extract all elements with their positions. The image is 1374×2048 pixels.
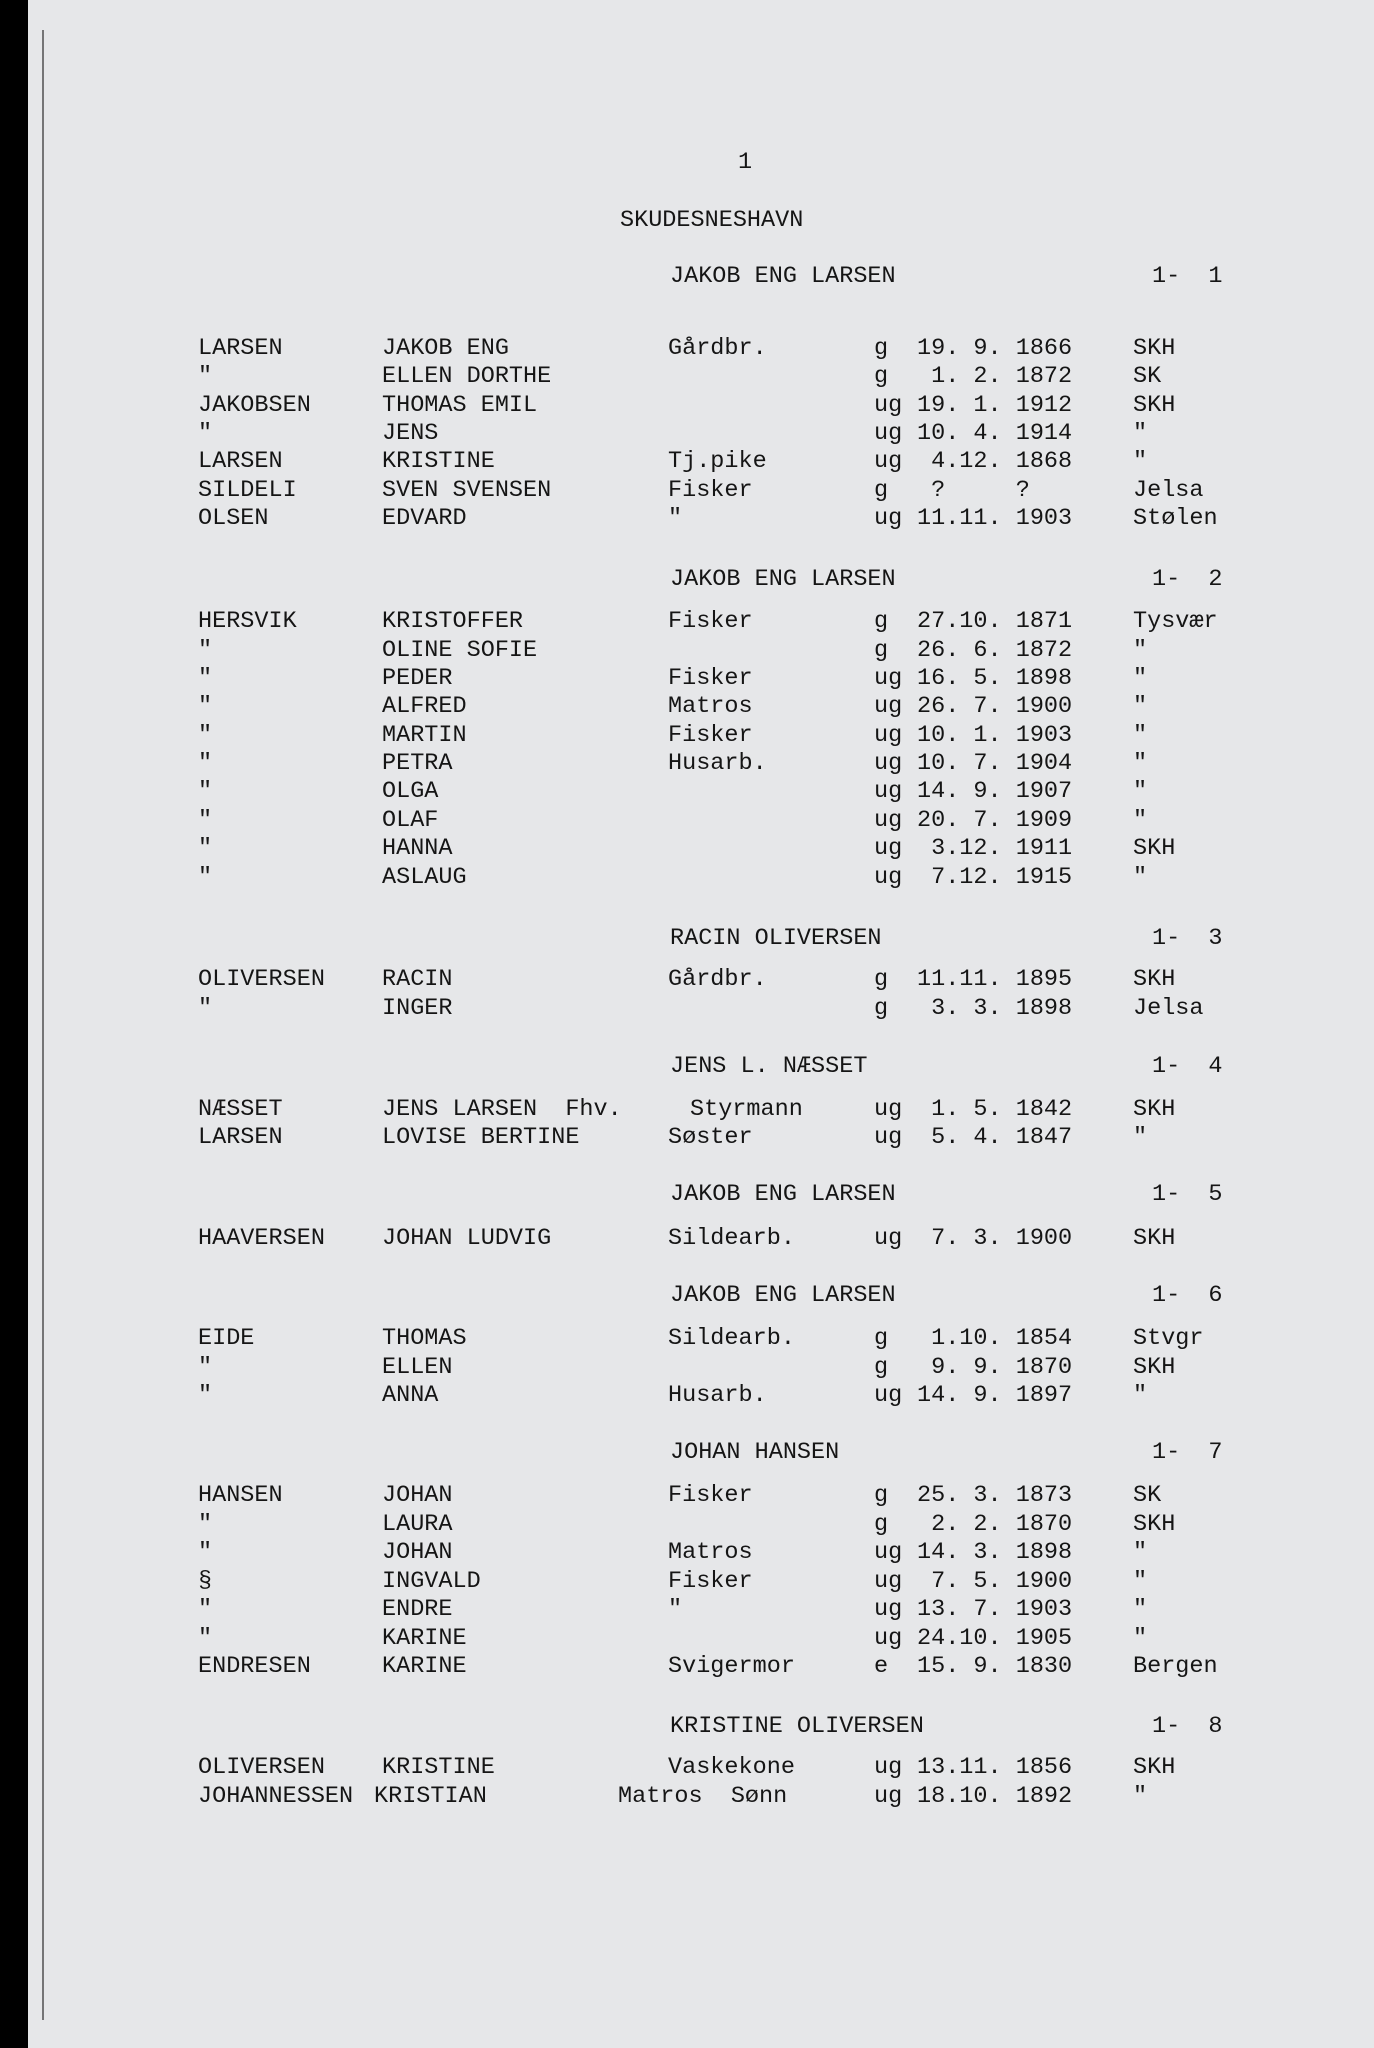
birthplace-cell: " [1133,750,1148,777]
birthplace-cell: " [1133,637,1148,664]
occupation-cell: Matros Sønn [618,1783,788,1810]
marital-status-cell: ug [874,420,903,447]
birthplace-cell: " [1133,1382,1148,1409]
given-name-cell: ALFRED [382,693,467,720]
given-name-cell: JENS LARSEN Fhv. [382,1096,622,1123]
household-head: JOHAN HANSEN [670,1439,840,1466]
surname-cell: " [198,1625,213,1652]
surname-cell: LARSEN [198,1124,283,1151]
birth-date-cell: 27.10. 1871 [917,608,1073,635]
birth-date-cell: 7.12. 1915 [917,864,1073,891]
occupation-cell: Gårdbr. [668,966,767,993]
birthplace-cell: SK [1133,1482,1162,1509]
birthplace-cell: " [1133,693,1148,720]
marital-status-cell: ug [874,392,903,419]
marital-status-cell: g [874,1325,889,1352]
surname-cell: HERSVIK [198,608,297,635]
surname-cell: " [198,665,213,692]
birth-date-cell: 14. 3. 1898 [917,1539,1073,1566]
marital-status-cell: g [874,1482,889,1509]
occupation-cell: Matros [668,693,753,720]
birth-date-cell: 3. 3. 1898 [917,995,1073,1022]
marital-status-cell: g [874,1511,889,1538]
birthplace-cell: " [1133,1596,1148,1623]
page-number: 1 [738,149,753,176]
birth-date-cell: 9. 9. 1870 [917,1354,1073,1381]
household-number: 1- 8 [1152,1713,1223,1740]
surname-cell: " [198,363,213,390]
birth-date-cell: 11.11. 1895 [917,966,1073,993]
marital-status-cell: g [874,995,889,1022]
marital-status-cell: g [874,637,889,664]
occupation-cell: " [668,505,683,532]
birth-date-cell: 13.11. 1856 [917,1754,1073,1781]
surname-cell: HAAVERSEN [198,1225,325,1252]
given-name-cell: INGER [382,995,453,1022]
birth-date-cell: 3.12. 1911 [917,835,1073,862]
surname-cell: " [198,1354,213,1381]
place-title: SKUDESNESHAVN [620,207,804,234]
birth-date-cell: 2. 2. 1870 [917,1511,1073,1538]
birth-date-cell: 20. 7. 1909 [917,807,1073,834]
birthplace-cell: " [1133,807,1148,834]
marital-status-cell: ug [874,1225,903,1252]
birth-date-cell: 14. 9. 1907 [917,778,1073,805]
birthplace-cell: SK [1133,363,1162,390]
occupation-cell: Fisker [668,608,753,635]
marital-status-cell: ug [874,1382,903,1409]
surname-cell: " [198,750,213,777]
household-head: JAKOB ENG LARSEN [670,1181,896,1208]
marital-status-cell: e [874,1653,889,1680]
birthplace-cell: " [1133,448,1148,475]
birth-date-cell: ? ? [917,477,1044,504]
given-name-cell: ELLEN DORTHE [382,363,552,390]
birthplace-cell: SKH [1133,1225,1176,1252]
given-name-cell: KRISTINE [382,1754,495,1781]
surname-cell: " [198,1539,213,1566]
birth-date-cell: 26. 6. 1872 [917,637,1073,664]
surname-cell: " [198,864,213,891]
given-name-cell: EDVARD [382,505,467,532]
marital-status-cell: ug [874,693,903,720]
given-name-cell: PETRA [382,750,453,777]
given-name-cell: OLGA [382,778,439,805]
given-name-cell: ELLEN [382,1354,453,1381]
surname-cell: " [198,722,213,749]
birth-date-cell: 5. 4. 1847 [917,1124,1073,1151]
occupation-cell: Husarb. [668,750,767,777]
birth-date-cell: 7. 5. 1900 [917,1568,1073,1595]
marital-status-cell: ug [874,778,903,805]
occupation-cell: Søster [668,1124,753,1151]
occupation-cell: Sildearb. [668,1325,795,1352]
birthplace-cell: SKH [1133,1354,1176,1381]
given-name-cell: PEDER [382,665,453,692]
birthplace-cell: " [1133,1783,1148,1810]
surname-cell: " [198,1596,213,1623]
page-edge-line [42,30,44,2020]
marital-status-cell: g [874,608,889,635]
marital-status-cell: ug [874,1568,903,1595]
birthplace-cell: SKH [1133,335,1176,362]
birthplace-cell: " [1133,1124,1148,1151]
birth-date-cell: 1. 2. 1872 [917,363,1073,390]
given-name-cell: INGVALD [382,1568,481,1595]
surname-cell: OLSEN [198,505,269,532]
marital-status-cell: ug [874,1539,903,1566]
birth-date-cell: 24.10. 1905 [917,1625,1073,1652]
marital-status-cell: ug [874,1096,903,1123]
household-number: 1- 5 [1152,1181,1223,1208]
marital-status-cell: ug [874,807,903,834]
occupation-cell: Tj.pike [668,448,767,475]
occupation-cell: Fisker [668,1568,753,1595]
given-name-cell: RACIN [382,966,453,993]
household-number: 1- 6 [1152,1282,1223,1309]
surname-cell: ENDRESEN [198,1653,311,1680]
marital-status-cell: g [874,966,889,993]
birth-date-cell: 19. 1. 1912 [917,392,1073,419]
given-name-cell: THOMAS EMIL [382,392,538,419]
marital-status-cell: g [874,477,889,504]
household-number: 1- 4 [1152,1053,1223,1080]
birthplace-cell: SKH [1133,1511,1176,1538]
occupation-cell: Husarb. [668,1382,767,1409]
given-name-cell: MARTIN [382,722,467,749]
birthplace-cell: " [1133,778,1148,805]
marital-status-cell: ug [874,864,903,891]
given-name-cell: ANNA [382,1382,439,1409]
surname-cell: OLIVERSEN [198,966,325,993]
given-name-cell: OLAF [382,807,439,834]
occupation-cell: Fisker [668,1482,753,1509]
surname-cell: " [198,420,213,447]
occupation-cell: Gårdbr. [668,335,767,362]
surname-cell: " [198,835,213,862]
birthplace-cell: SKH [1133,1754,1176,1781]
birthplace-cell: Jelsa [1133,995,1204,1022]
given-name-cell: KARINE [382,1625,467,1652]
birth-date-cell: 1. 5. 1842 [917,1096,1073,1123]
marital-status-cell: ug [874,1783,903,1810]
birth-date-cell: 7. 3. 1900 [917,1225,1073,1252]
household-number: 1- 7 [1152,1439,1223,1466]
birthplace-cell: Tysvær [1133,608,1218,635]
given-name-cell: ASLAUG [382,864,467,891]
given-name-cell: THOMAS [382,1325,467,1352]
birthplace-cell: " [1133,420,1148,447]
birthplace-cell: Jelsa [1133,477,1204,504]
occupation-cell: " [668,1596,683,1623]
occupation-cell: Sildearb. [668,1225,795,1252]
birth-date-cell: 25. 3. 1873 [917,1482,1073,1509]
marital-status-cell: ug [874,665,903,692]
birthplace-cell: SKH [1133,1096,1176,1123]
given-name-cell: SVEN SVENSEN [382,477,552,504]
household-number: 1- 3 [1152,925,1223,952]
occupation-cell: Vaskekone [668,1754,795,1781]
birthplace-cell: " [1133,722,1148,749]
birthplace-cell: SKH [1133,392,1176,419]
surname-cell: " [198,637,213,664]
birth-date-cell: 1.10. 1854 [917,1325,1073,1352]
given-name-cell: LOVISE BERTINE [382,1124,580,1151]
birthplace-cell: " [1133,665,1148,692]
surname-cell: LARSEN [198,448,283,475]
birth-date-cell: 4.12. 1868 [917,448,1073,475]
surname-cell: § [198,1568,213,1595]
given-name-cell: JENS [382,420,439,447]
birthplace-cell: " [1133,1625,1148,1652]
given-name-cell: LAURA [382,1511,453,1538]
birthplace-cell: Stvgr [1133,1325,1204,1352]
marital-status-cell: ug [874,1124,903,1151]
surname-cell: HANSEN [198,1482,283,1509]
given-name-cell: JOHAN [382,1482,453,1509]
given-name-cell: KRISTIAN [374,1783,487,1810]
given-name-cell: KARINE [382,1653,467,1680]
household-head: RACIN OLIVERSEN [670,925,882,952]
given-name-cell: HANNA [382,835,453,862]
marital-status-cell: g [874,363,889,390]
marital-status-cell: ug [874,1754,903,1781]
document-page [28,0,1374,2048]
birth-date-cell: 15. 9. 1830 [917,1653,1073,1680]
occupation-cell: Styrmann [690,1096,803,1123]
occupation-cell: Svigermor [668,1653,795,1680]
birthplace-cell: Bergen [1133,1653,1218,1680]
occupation-cell: Matros [668,1539,753,1566]
occupation-cell: Fisker [668,477,753,504]
marital-status-cell: ug [874,505,903,532]
birth-date-cell: 10. 4. 1914 [917,420,1073,447]
surname-cell: " [198,693,213,720]
marital-status-cell: ug [874,1596,903,1623]
household-head: JENS L. NÆSSET [670,1053,868,1080]
birth-date-cell: 11.11. 1903 [917,505,1073,532]
birthplace-cell: Stølen [1133,505,1218,532]
birth-date-cell: 16. 5. 1898 [917,665,1073,692]
household-head: JAKOB ENG LARSEN [670,1282,896,1309]
household-head: JAKOB ENG LARSEN [670,566,896,593]
surname-cell: LARSEN [198,335,283,362]
given-name-cell: ENDRE [382,1596,453,1623]
birthplace-cell: " [1133,1539,1148,1566]
given-name-cell: KRISTINE [382,448,495,475]
birth-date-cell: 14. 9. 1897 [917,1382,1073,1409]
marital-status-cell: g [874,335,889,362]
surname-cell: " [198,995,213,1022]
surname-cell: " [198,1382,213,1409]
marital-status-cell: ug [874,1625,903,1652]
birth-date-cell: 18.10. 1892 [917,1783,1073,1810]
birth-date-cell: 10. 1. 1903 [917,722,1073,749]
birth-date-cell: 26. 7. 1900 [917,693,1073,720]
birthplace-cell: " [1133,1568,1148,1595]
surname-cell: EIDE [198,1325,255,1352]
surname-cell: " [198,778,213,805]
marital-status-cell: ug [874,750,903,777]
given-name-cell: KRISTOFFER [382,608,524,635]
birth-date-cell: 13. 7. 1903 [917,1596,1073,1623]
surname-cell: " [198,807,213,834]
given-name-cell: OLINE SOFIE [382,637,538,664]
surname-cell: NÆSSET [198,1096,283,1123]
given-name-cell: JAKOB ENG [382,335,509,362]
marital-status-cell: ug [874,448,903,475]
birth-date-cell: 10. 7. 1904 [917,750,1073,777]
birthplace-cell: " [1133,864,1148,891]
birthplace-cell: SKH [1133,835,1176,862]
occupation-cell: Fisker [668,722,753,749]
birthplace-cell: SKH [1133,966,1176,993]
household-head: KRISTINE OLIVERSEN [670,1713,924,1740]
surname-cell: JOHANNESSEN [198,1783,354,1810]
given-name-cell: JOHAN [382,1539,453,1566]
household-number: 1- 2 [1152,566,1223,593]
occupation-cell: Fisker [668,665,753,692]
marital-status-cell: g [874,1354,889,1381]
surname-cell: JAKOBSEN [198,392,311,419]
marital-status-cell: ug [874,835,903,862]
surname-cell: OLIVERSEN [198,1754,325,1781]
household-head: JAKOB ENG LARSEN [670,263,896,290]
given-name-cell: JOHAN LUDVIG [382,1225,552,1252]
surname-cell: SILDELI [198,477,297,504]
surname-cell: " [198,1511,213,1538]
household-number: 1- 1 [1152,263,1223,290]
birth-date-cell: 19. 9. 1866 [917,335,1073,362]
marital-status-cell: ug [874,722,903,749]
